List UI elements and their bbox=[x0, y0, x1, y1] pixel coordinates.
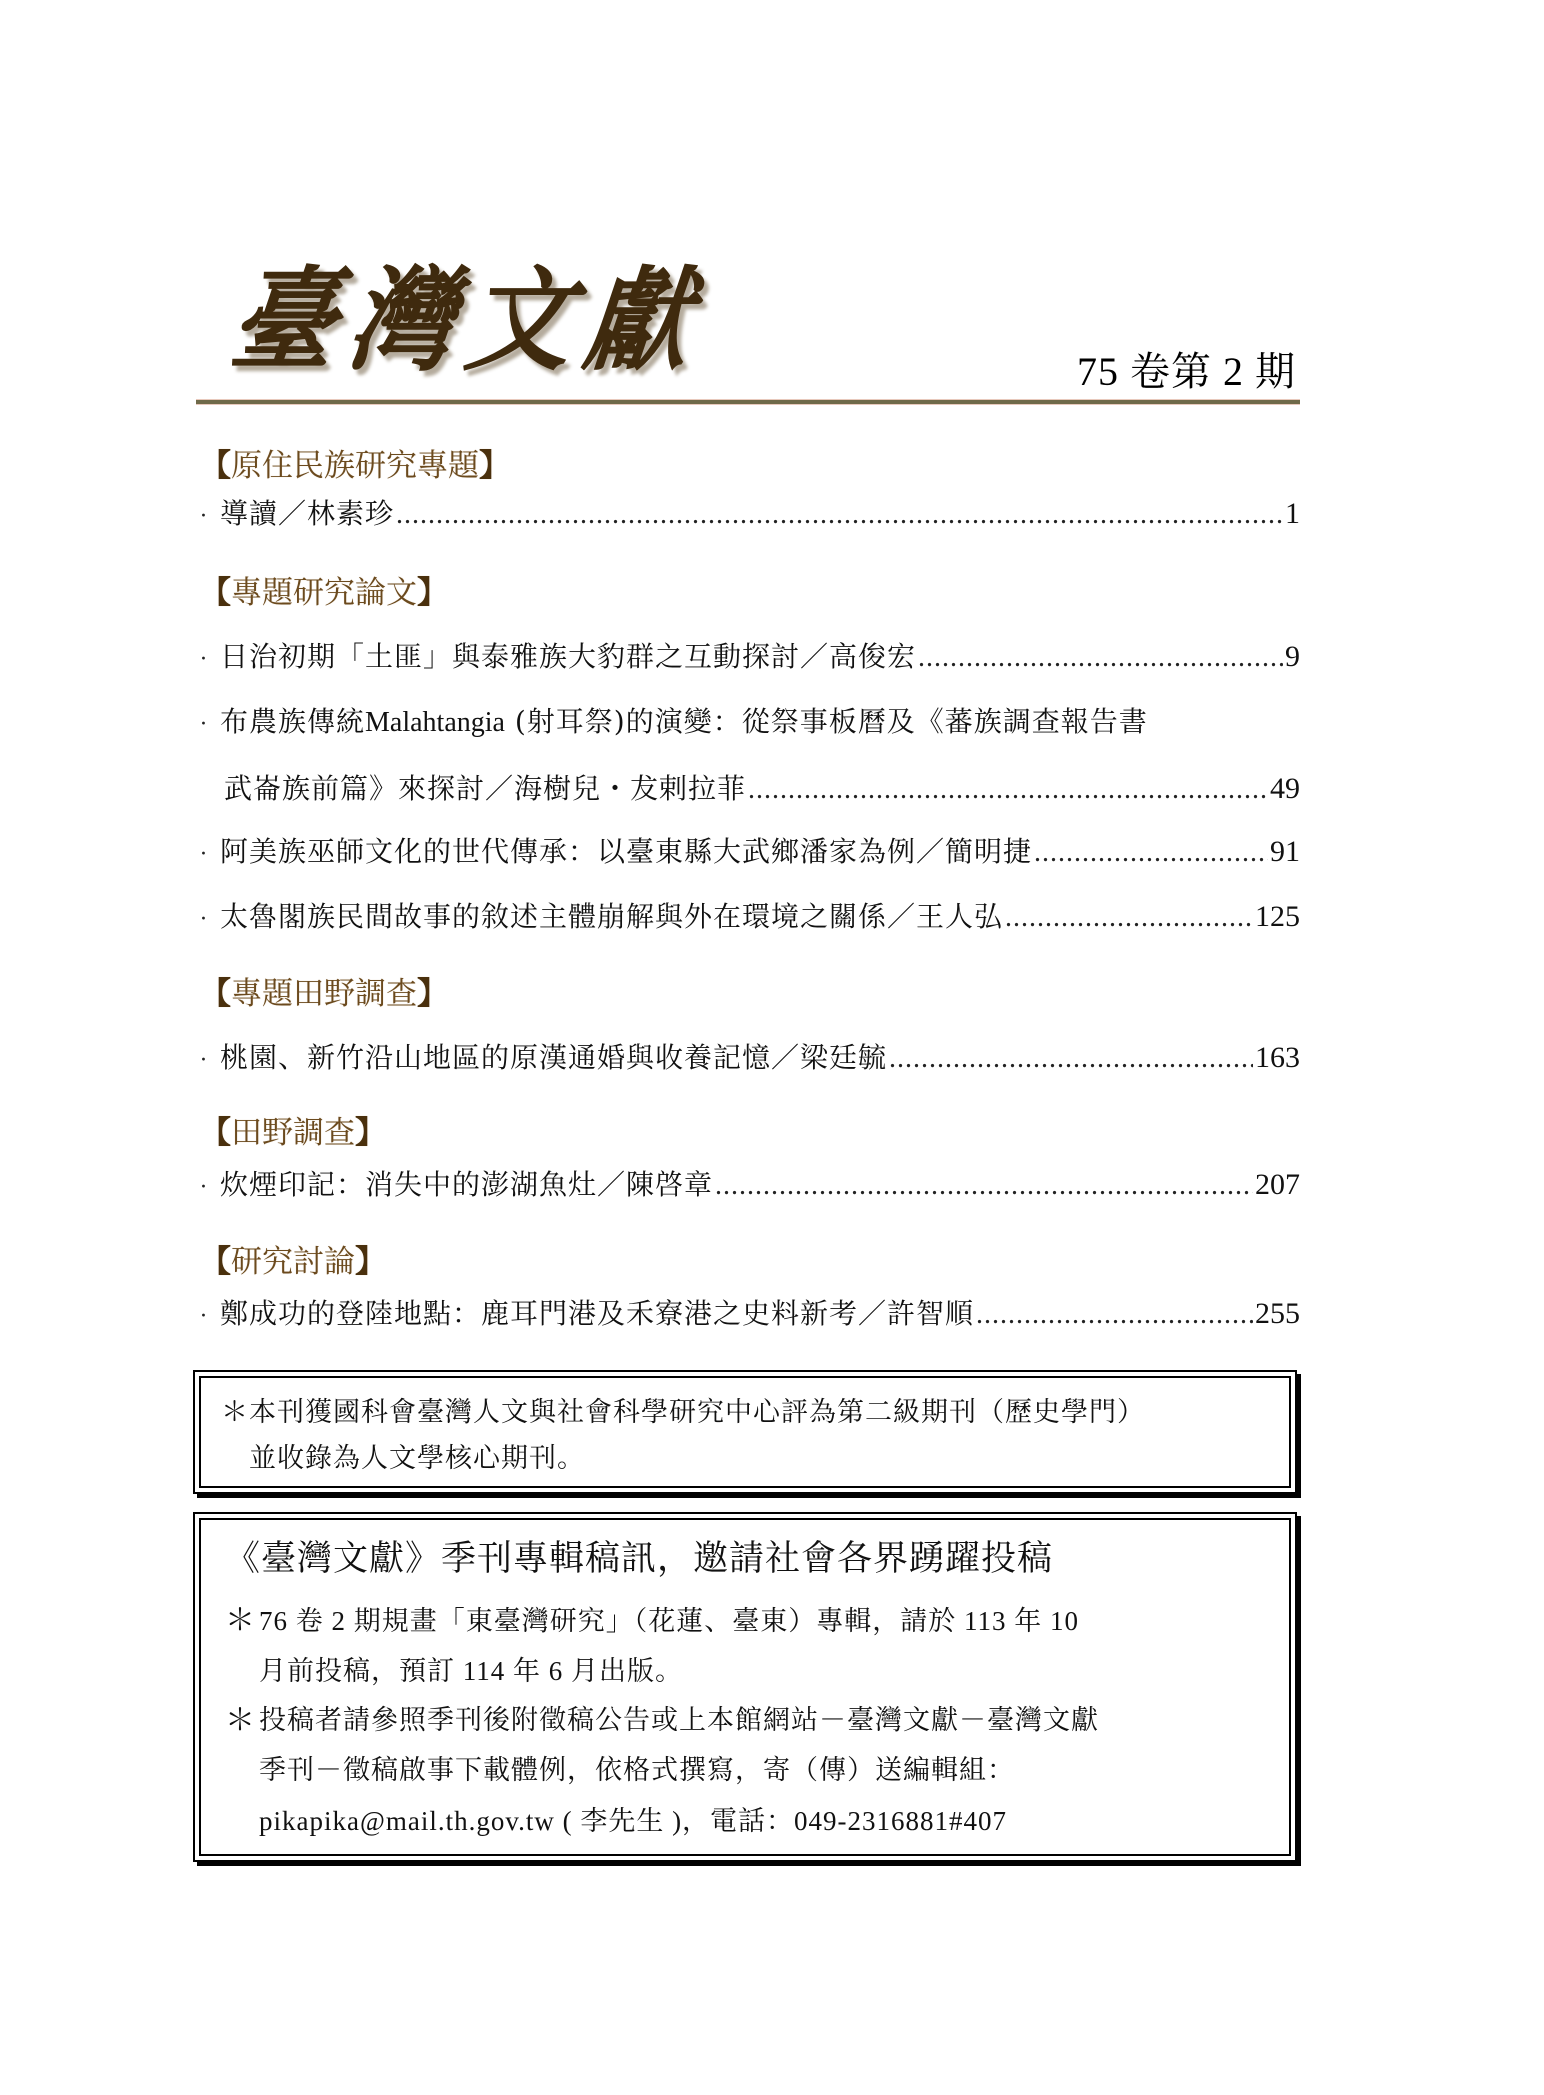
section-title bbox=[200, 968, 1300, 1020]
section-title bbox=[200, 1236, 1300, 1288]
dot-leader bbox=[1005, 898, 1253, 938]
section-title-text: 田野調查 bbox=[231, 1115, 355, 1151]
bracket-close: 】 bbox=[355, 1244, 386, 1280]
email-link[interactable]: pikapika@mail.th.gov.tw bbox=[259, 1806, 555, 1836]
accreditation-notice-box bbox=[193, 1370, 1297, 1494]
toc-entry[interactable] bbox=[200, 897, 1300, 940]
masthead-divider bbox=[196, 400, 1300, 404]
bracket-open: 【 bbox=[200, 1115, 231, 1151]
masthead bbox=[196, 255, 1300, 405]
section-title-text: 原住民族研究專題 bbox=[231, 448, 479, 484]
section-title bbox=[200, 440, 1300, 492]
bracket-close: 】 bbox=[355, 1115, 386, 1151]
accreditation-line-2: 並收錄為人文學核心期刊。 bbox=[249, 1443, 585, 1474]
page-number: 207 bbox=[1255, 1168, 1300, 1201]
page-number: 91 bbox=[1270, 835, 1300, 868]
section-title-text: 研究討論 bbox=[231, 1244, 355, 1280]
toc-entry[interactable] bbox=[200, 832, 1300, 875]
page-number: 9 bbox=[1285, 640, 1300, 673]
journal-logo: 臺灣文獻 bbox=[224, 253, 711, 387]
call-item-line: 投稿者請參照季刊後附徵稿公告或上本館網站－臺灣文獻－臺灣文獻 bbox=[259, 1705, 1099, 1736]
bullet-icon: · bbox=[200, 1304, 207, 1329]
bullet-icon: · bbox=[200, 1048, 207, 1073]
entry-title: 鄭成功的登陸地點：鹿耳門港及禾寮港之史料新考／許智順 bbox=[220, 1297, 975, 1330]
entry-title: 桃園、新竹沿山地區的原漢通婚與收養記憶／梁廷毓 bbox=[220, 1041, 888, 1074]
entry-title: 太魯閣族民間故事的敘述主體崩解與外在環境之關係／王人弘 bbox=[220, 900, 1004, 933]
toc-entry[interactable] bbox=[200, 637, 1300, 680]
call-item-line: 季刊－徵稿啟事下載體例，依格式撰寫，寄（傳）送編輯組： bbox=[259, 1755, 1015, 1786]
bullet-icon: · bbox=[200, 712, 207, 737]
entry-title-line2: 武崙族前篇》來探討／海樹兒・犮剌拉菲 bbox=[224, 772, 747, 805]
toc-entry[interactable] bbox=[200, 1038, 1300, 1081]
bullet-icon: · bbox=[200, 907, 207, 932]
bracket-close: 】 bbox=[417, 976, 448, 1012]
contact-phone: ( 李先生 )，電話：049-2316881#407 bbox=[554, 1806, 1008, 1836]
page-number: 1 bbox=[1285, 497, 1300, 530]
dot-leader bbox=[748, 770, 1268, 810]
bracket-open: 【 bbox=[200, 1244, 231, 1280]
bracket-open: 【 bbox=[200, 976, 231, 1012]
toc-entry[interactable] bbox=[200, 1165, 1300, 1208]
dot-leader bbox=[1034, 833, 1268, 873]
table-of-contents bbox=[200, 440, 1300, 1337]
bracket-open: 【 bbox=[200, 448, 231, 484]
dot-leader bbox=[889, 1039, 1253, 1079]
bullet-icon: · bbox=[200, 842, 207, 867]
section-title bbox=[200, 567, 1300, 619]
contact-line bbox=[259, 1796, 1275, 1846]
bracket-close: 】 bbox=[417, 575, 448, 611]
entry-title: 炊煙印記：消失中的澎湖魚灶／陳啓章 bbox=[220, 1168, 714, 1201]
section-title-text: 專題田野調查 bbox=[231, 976, 417, 1012]
bullet-icon: · bbox=[200, 504, 207, 529]
entry-title: 日治初期「土匪」與泰雅族大豹群之互動探討／高俊宏 bbox=[220, 640, 917, 673]
asterisk-icon: ＊ bbox=[225, 1703, 256, 1738]
toc-entry[interactable] bbox=[200, 1294, 1300, 1337]
entry-title-line1: 布農族傳統Malahtangia (射耳祭)的演變：從祭事板曆及《蕃族調查報告書 bbox=[220, 705, 1148, 738]
bracket-close: 】 bbox=[479, 448, 510, 484]
page-number: 49 bbox=[1270, 772, 1300, 805]
asterisk-icon: ＊ bbox=[225, 1603, 256, 1638]
entry-title: 導讀／林素珍 bbox=[220, 497, 395, 530]
dot-leader bbox=[396, 495, 1283, 535]
bracket-open: 【 bbox=[200, 575, 231, 611]
issue-label: 75 卷第 2 期 bbox=[1077, 349, 1296, 394]
page-number: 125 bbox=[1255, 900, 1300, 933]
call-item-line: 月前投稿，預訂 114 年 6 月出版。 bbox=[259, 1656, 683, 1686]
call-for-papers-title: 《臺灣文獻》季刊專輯稿訊，邀請社會各界踴躍投稿 bbox=[225, 1539, 1054, 1579]
toc-entry[interactable] bbox=[200, 494, 1300, 537]
entry-title: 阿美族巫師文化的世代傳承：以臺東縣大武鄉潘家為例／簡明捷 bbox=[220, 835, 1033, 868]
call-item bbox=[225, 1696, 1275, 1846]
section-title bbox=[200, 1107, 1300, 1159]
bullet-icon: · bbox=[200, 1175, 207, 1200]
bullet-icon: · bbox=[200, 647, 207, 672]
toc-entry[interactable] bbox=[200, 702, 1300, 810]
call-item-line: 76 卷 2 期規畫「東臺灣研究」（花蓮、臺東）專輯，請於 113 年 10 bbox=[259, 1606, 1079, 1636]
dot-leader bbox=[918, 638, 1283, 678]
page-number: 255 bbox=[1255, 1297, 1300, 1330]
call-for-papers-box bbox=[193, 1512, 1297, 1862]
call-item bbox=[225, 1596, 1275, 1696]
dot-leader bbox=[715, 1166, 1253, 1206]
section-title-text: 專題研究論文 bbox=[231, 575, 417, 611]
page-number: 163 bbox=[1255, 1041, 1300, 1074]
dot-leader bbox=[976, 1295, 1253, 1335]
accreditation-line-1: ＊本刊獲國科會臺灣人文與社會科學研究中心評為第二級期刊（歷史學門） bbox=[221, 1397, 1145, 1428]
